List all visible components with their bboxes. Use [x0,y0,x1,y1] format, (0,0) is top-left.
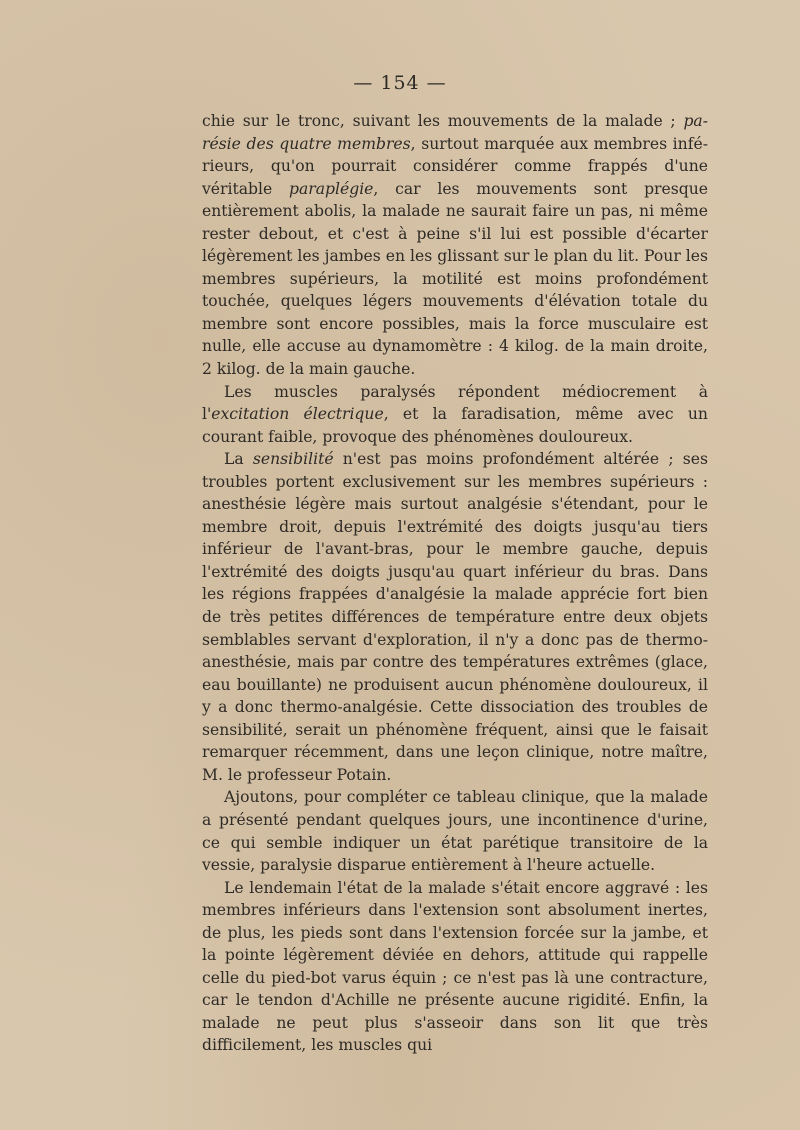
text-run: chie sur le tronc, suivant les mouvements de la malade ; [202,112,684,130]
paragraph [202,381,708,449]
text-run: , surtout marquée aux membres inférieurs, qu'on pourrait considérer comme frappés d'une véritable [202,134,708,198]
paragraph [202,877,708,1057]
text-run: , car les mouvements sont presque entièrement abolis, la malade ne saurait faire un pas, ni même rester debout, et c'est à peine s'il lui est possible d'écarter légèrement les jambes en les glissant sur le plan du lit. Pour les membres supérieurs, la motilité est moins profondément touchée, quelques légers mouvements d'élévation totale du membre sont encore possibles, mais la force musculaire est nulle, elle accuse au dynamomètre : 4 kilog. de la main droite, 2 kilog. de la main gauche. [202,179,708,379]
italic-text: sensibilité [252,450,334,469]
text-run: , et la faradisation, même avec un courant faible, provoque des phénomènes douloureux. [202,405,708,446]
italic-text: excitation électrique [211,405,384,424]
body-text [202,110,708,1057]
paragraph [202,786,708,876]
page-number: — 154 — [353,72,447,94]
text-run: Ajoutons, pour compléter ce tableau clinique, que la malade a présenté pendant quelques jours, une incontinence d'urine, ce qui semble indiquer un état parétique transitoire de la vessie, paralysie disparue entièrement à l'heure actuelle. [202,788,708,875]
text-run: La [224,450,253,469]
text-run: n'est pas moins profondément altérée ; ses troubles portent exclusivement sur les membres supérieurs : anesthésie légère mais surtout analgésie s'étendant, pour le membre droit, depuis l'extrémité des doigts jusqu'au tiers inférieur de l'avant-bras, pour le membre gauche, depuis l'extrémité des doigts jusqu'au quart inférieur du bras. Dans les régions frappées d'analgésie la malade apprécie fort bien de très petites différences de température entre deux objets semblables servant d'exploration, il n'y a donc pas de thermo-anesthésie, mais par contre des températures extrêmes (glace, eau bouillante) ne produisent aucun phénomène douloureux, il y a donc thermo-analgésie. Cette dissociation des troubles de sensibilité, serait un phénomène fréquent, ainsi que le faisait remarquer récemment, dans une leçon clinique, notre maître, M. le professeur Potain. [202,450,708,784]
text-run: Le lendemain l'état de la malade s'était encore aggravé : les membres inférieurs dans l'extension sont absolument inertes, de plus, les pieds sont dans l'extension forcée sur la jambe, et la pointe légèrement déviée en dehors, attitude qui rappelle celle du pied-bot varus équin ; ce n'est pas là une contracture, car le tendon d'Achille ne présente aucune rigidité. Enfin, la malade ne peut plus s'asseoir dans son lit que très difficilement, les muscles qui [202,878,708,1055]
paragraph [202,448,708,786]
paragraph [202,110,708,381]
italic-text: parésie des quatre membres [202,112,708,153]
text-run: Les muscles paralysés répondent médiocrement à l' [202,382,708,424]
italic-text: paraplégie [288,179,374,198]
